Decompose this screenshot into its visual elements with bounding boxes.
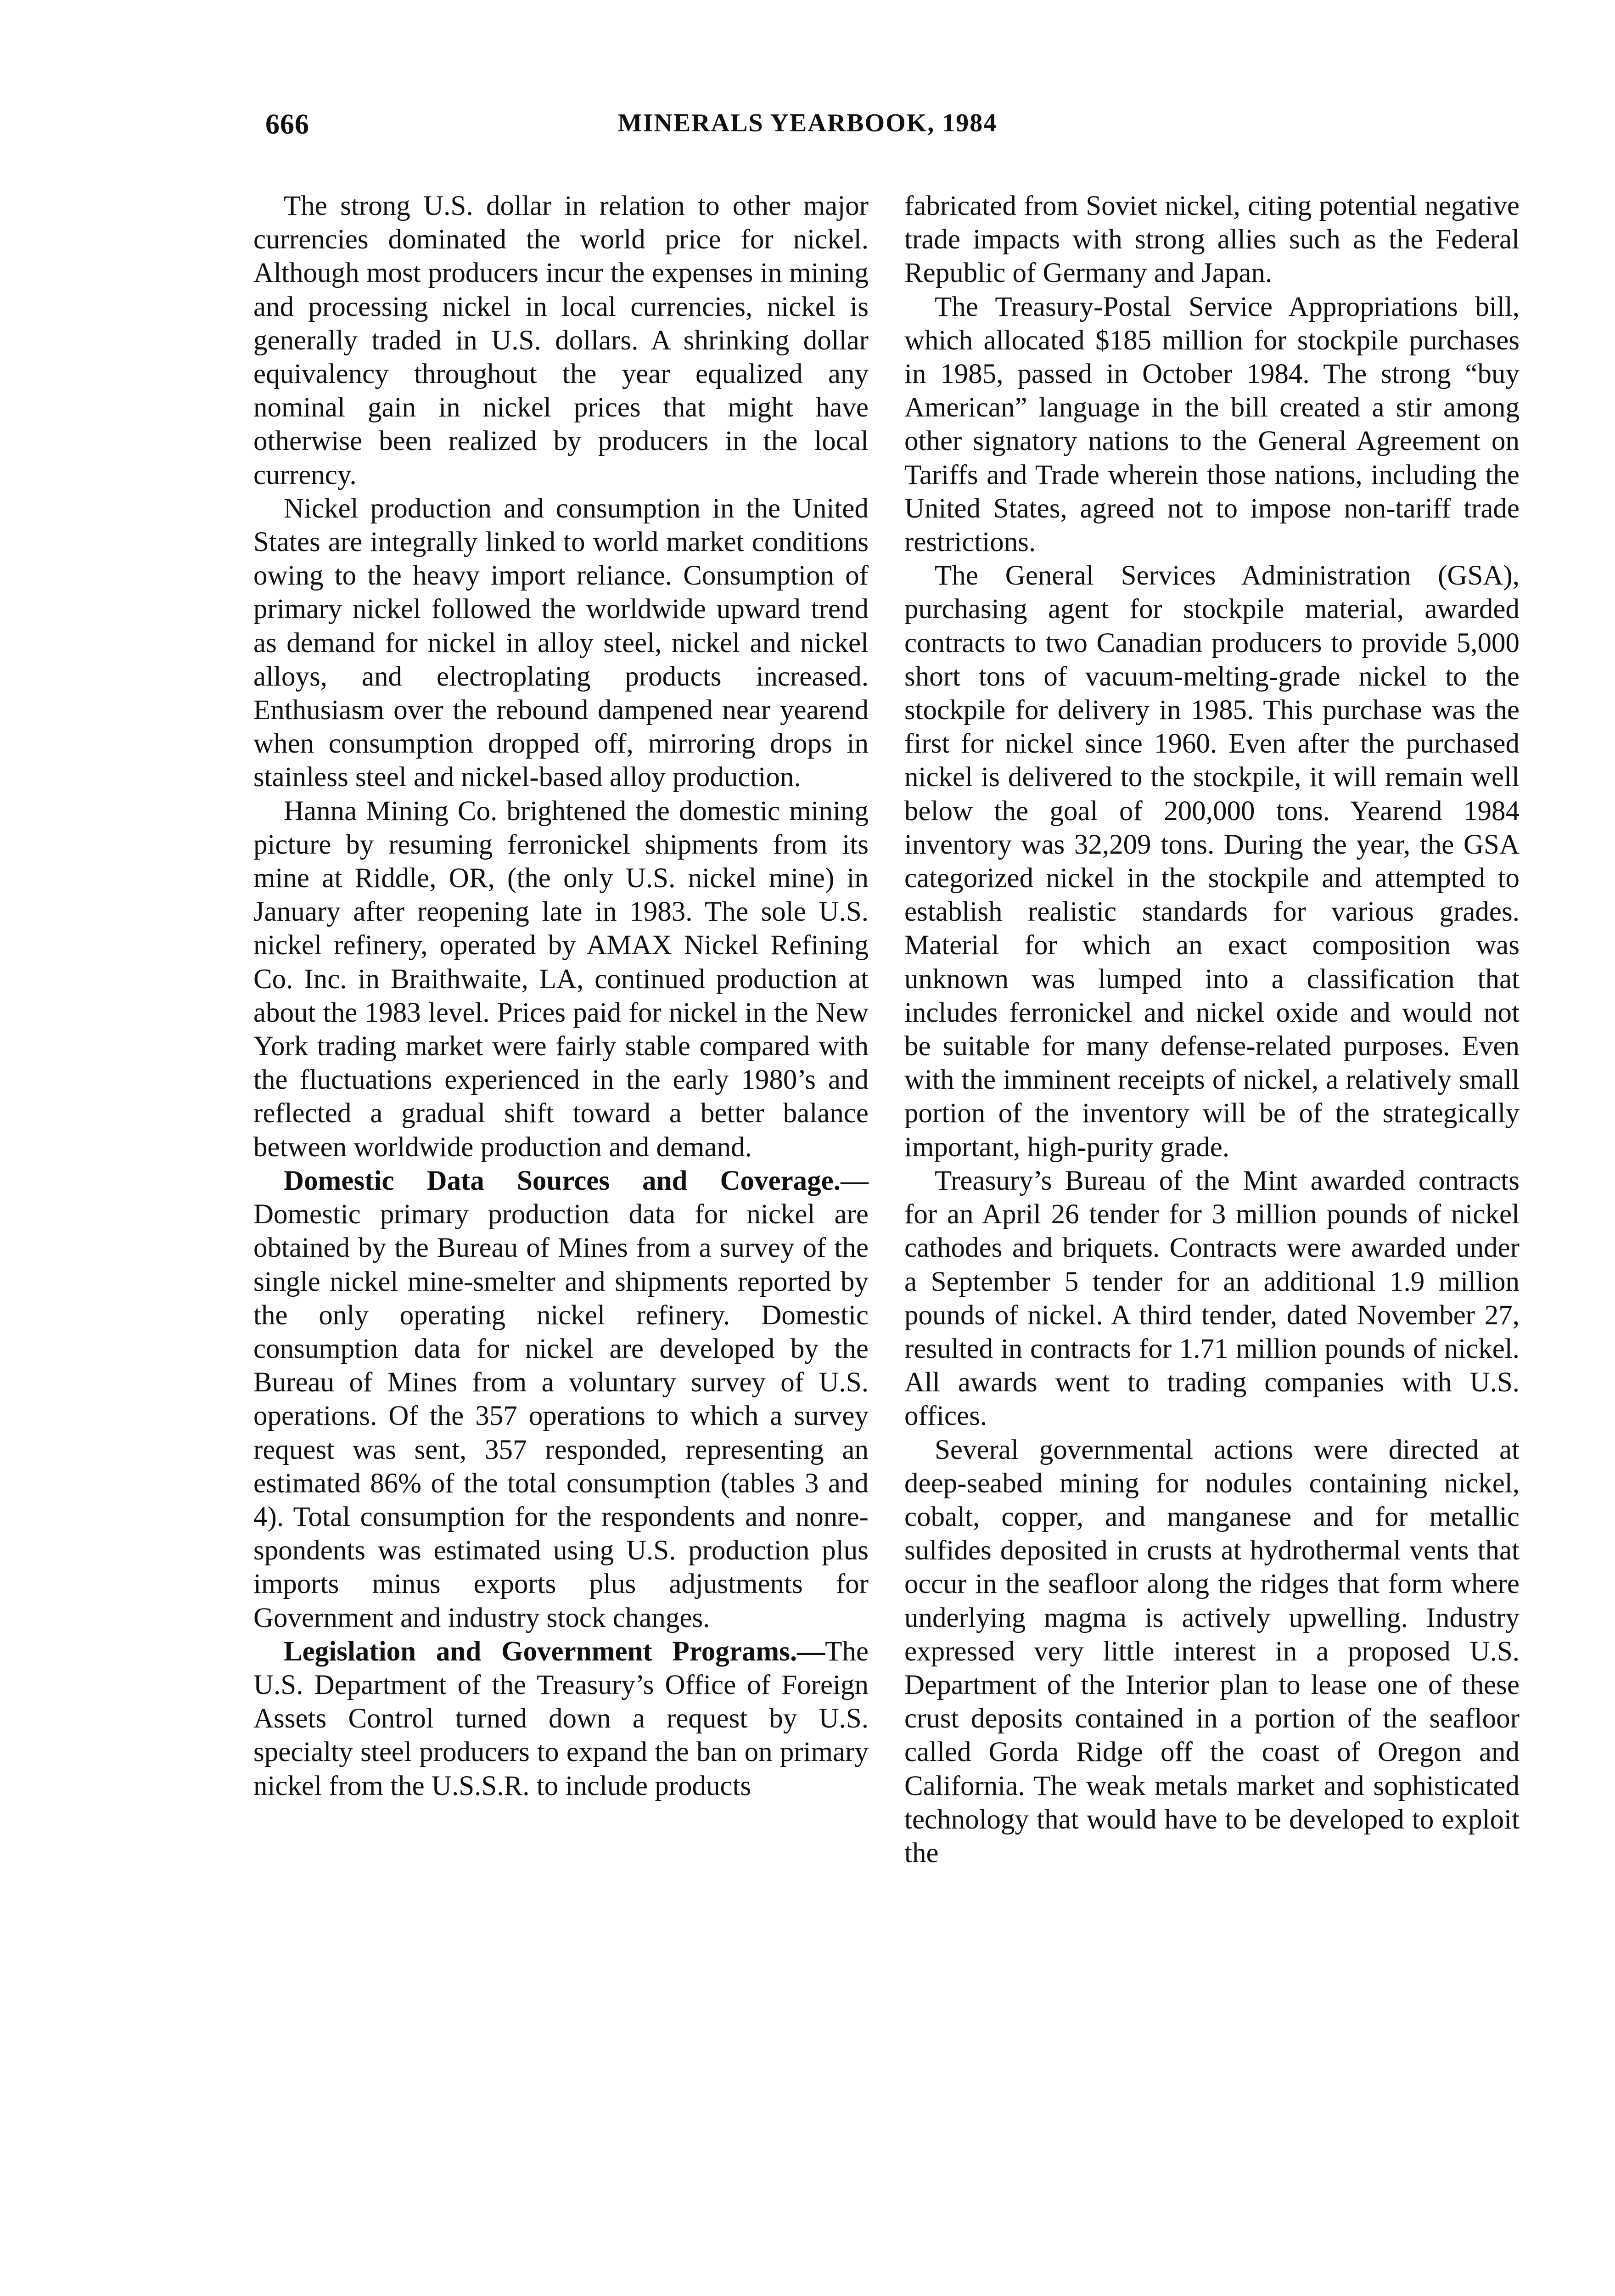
paragraph-soviet-continued: fabricated from Soviet nickel, citing potential negative trade impacts with strong allies such as the Federal Republic of Germany and Japan. xyxy=(904,191,1520,289)
paragraph-legislation xyxy=(253,1635,869,1803)
page-number: 666 xyxy=(265,109,309,140)
text-domestic-data: Domestic primary production data for nickel are obtained by the Bureau of Mines from a survey of the single nickel mine-smelter and shipments reported by the only operating nickel refinery. Domestic consumption data for nickel are developed by the Bureau of Mines from a voluntary survey of U.S. operations. Of the 357 operations to which a survey request was sent, 357 responded, representing an estimated 86% of the total consumption (tables 3 and 4). Total consumption for the respondents and nonrespondents was estimated using U.S. production plus imports minus exports plus adjustments for Government and industry stock changes. xyxy=(253,1199,869,1633)
paragraph-dollar-strength: The strong U.S. dollar in relation to other major currencies dominated the world price for nickel. Although most producers incur the expenses in mining and processing nickel in local currencies, nickel is generally traded in U.S. dollars. A shrinking dollar equivalency throughout the year equalized any nominal gain in nickel prices that might have otherwise been realized by producers in the local currency. xyxy=(253,191,869,490)
paragraph-deep-seabed: Several governmental actions were directed at deep-seabed mining for nodules containing nickel, cobalt, copper, and manganese and for metallic sulfides deposited in crusts at hydrothermal vents that occur in the seafloor along the ridges that form where underlying magma is actively upwelling. Industry expressed very little interest in a proposed U.S. Department of the Interior plan to lease one of these crust deposits contained in a portion of the seafloor called Gorda Ridge off the coast of Oregon and California. The weak metals market and sophisticated technology that would have to be developed to exploit the xyxy=(904,1434,1520,1868)
paragraph-production-consumption: Nickel production and consumption in the United States are integrally linked to world market conditions owing to the heavy import reliance. Consumption of primary nickel followed the worldwide upward trend as demand for nickel in alloy steel, nickel and nickel alloys, and electroplating products increased. Enthusiasm over the rebound dampened near yearend when consumption dropped off, mirroring drops in stainless steel and nickel-based alloy production. xyxy=(253,493,869,793)
paragraph-appropriations: The Treasury-Postal Service Appropriations bill, which allocated $185 million for stockpile purchases in 1985, passed in October 1984. The strong “buy American” language in the bill created a stir among other signatory nations to the General Agreement on Tariffs and Trade wherein those nations, including the United States, agreed not to impose non-tariff trade restrictions. xyxy=(904,291,1520,558)
paragraph-domestic-data xyxy=(253,1164,869,1635)
running-head: MINERALS YEARBOOK, 1984 xyxy=(617,109,998,137)
paragraph-mint: Treasury’s Bureau of the Mint awarded contracts for an April 26 tender for 3 million pounds of nickel cathodes and briquets. Contracts were awarded under a September 5 tender for an additional 1.9 million pounds of nickel. A third tender, dated November 27, resulted in contracts for 1.71 million pounds of nickel. All awards went to trading companies with U.S. offices. xyxy=(904,1165,1520,1432)
text-legislation: The U.S. Department of the Treasury’s Office of Foreign Assets Control turned down a request by U.S. specialty steel producers to expand the ban on primary nickel from the U.S.S.R. to include products xyxy=(253,1636,869,1801)
right-column xyxy=(904,189,1520,1870)
heading-legislation: Legislation and Government Programs.— xyxy=(284,1636,825,1667)
paragraph-hanna-mining: Hanna Mining Co. brightened the domestic mining picture by resuming ferronickel shipments from its mine at Riddle, OR, (the only U.S. nickel mine) in January after reopening late in 1983. The sole U.S. nickel refinery, operated by AMAX Nickel Refining Co. Inc. in Braithwaite, LA, continued production at about the 1983 level. Prices paid for nickel in the New York trading market were fairly stable compared with the fluctuations experienced in the early 1980’s and reflected a gradual shift toward a better balance between worldwide production and demand. xyxy=(253,795,869,1163)
left-column xyxy=(253,189,869,1803)
paragraph-gsa: The General Services Administration (GSA), purchasing agent for stockpile material, awarded contracts to two Canadian producers to provide 5,000 short tons of vacuum-melting-grade nickel to the stockpile for delivery in 1985. This purchase was the first for nickel since 1960. Even after the purchased nickel is delivered to the stockpile, it will remain well below the goal of 200,000 tons. Yearend 1984 inventory was 32,209 tons. During the year, the GSA categorized nickel in the stockpile and attempted to establish realistic standards for various grades. Material for which an exact composition was unknown was lumped into a classification that includes ferronickel and nickel oxide and would not be suitable for many defense-related purposes. Even with the imminent receipts of nickel, a relatively small portion of the inventory will be of the strategically important, high-purity grade. xyxy=(904,560,1520,1163)
heading-domestic-data: Domestic Data Sources and Coverage.— xyxy=(284,1165,869,1196)
